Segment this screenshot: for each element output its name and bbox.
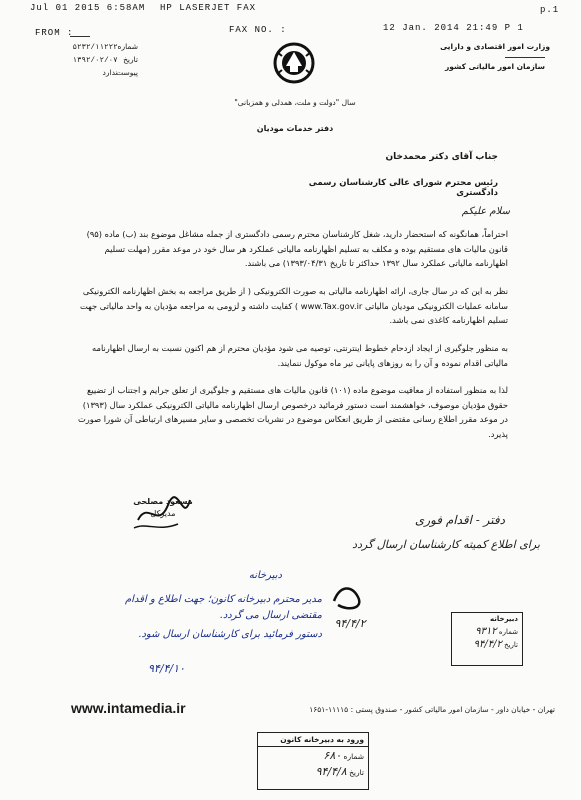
entry-stamp-date-label: تاریخ — [349, 768, 364, 777]
fax-from-dash — [70, 36, 90, 37]
handwritten-date-right: ۹۴/۴/۲ — [334, 617, 366, 630]
entry-stamp-number-value: ۶۸۰ — [323, 749, 342, 762]
reference-number-value: ۵۲۳۲/۱۱۲۲۲ — [72, 44, 118, 52]
recipient-title: رئیس محترم شورای عالی کارشناسان رسمی دادگستری — [308, 178, 498, 198]
registry-stamp-date-label: تاریخ — [504, 641, 518, 649]
reference-attachment-label: پیوست — [116, 68, 138, 77]
reference-date-label: تاریخ — [123, 55, 138, 64]
office-name: دفتر خدمات مودیان — [256, 124, 334, 133]
registry-stamp-number-label: شماره — [498, 628, 518, 636]
entry-stamp-title: ورود به دبیرخانه کانون — [258, 733, 368, 747]
blue-handwritten-date: ۹۴/۴/۱۰ — [148, 662, 185, 675]
footer-address: تهران - خیابان داور - سازمان امور مالیاتی کشور - صندوق پستی : ۱۱۱۱۵-۱۶۵۱ — [309, 705, 555, 714]
fax-page-number: p.1 — [540, 5, 560, 15]
registry-stamp-title: دبیرخانه — [490, 615, 518, 623]
body-paragraph-3: به منظور جلوگیری از ایجاد ازدحام خطوط اینترنتی، توصیه می شود مؤدیان محترم از هم اکنون نسبت به ارسال اظهارنامه مالیاتی اقدام نموده و آن را به روزهای پایانی تیر ماه موکول ننمایند. — [92, 343, 508, 368]
reference-date-value: ۱۳۹۲/۰۲/۰۷ — [72, 57, 118, 65]
handwritten-note-second: برای اطلاع کمیته کارشناسان ارسال گردد — [352, 538, 540, 551]
fax-no-label: FAX NO. : — [229, 25, 287, 35]
body-paragraph-2: نظر به این که در سال جاری، ارائه اظهارنامه مالیاتی به صورت الکترونیکی ( از طریق مراجعه به بخش اظهارنامه الکترونیکی سامانه عملیات الکترونیکی مودیان مالیاتی www.Tax.gov.ir ) کفایت داشته و لزومی به مراجعه مؤدیان به واحد مالیاتی جهت تسلیم اظهارنامه کاغذی نمی باشد. — [79, 286, 508, 325]
entry-stamp — [257, 732, 369, 790]
letterhead-rule — [505, 57, 545, 58]
salutation: سلام علیکم — [461, 206, 510, 217]
footer-website: www.intamedia.ir — [71, 700, 186, 716]
reference-number-label: شماره — [117, 42, 138, 51]
fax-header-right-date: 12 Jan. 2014 21:49 P 1 — [383, 23, 524, 33]
registry-stamp-number-value: ۹۳۱۲ — [475, 626, 497, 637]
blue-handwritten-line-1: مدیر محترم دبیرخانه کانون؛ جهت اطلاع و اقدام مقتضی ارسال می گردد. — [124, 594, 322, 621]
signatory-name: مسعود مصلحی — [133, 497, 193, 506]
initial-signature-icon — [330, 581, 364, 615]
fax-header-left-date: Jul 01 2015 6:58AM — [30, 3, 146, 13]
blue-margin-note: دبیرخانه — [248, 570, 282, 581]
registry-stamp — [451, 612, 523, 666]
year-slogan: سال "دولت و ملت، همدلی و همزبانی" — [234, 98, 356, 107]
tax-organization-emblem-icon — [272, 40, 316, 86]
blue-handwritten-line-2: دستور فرمائید برای کارشناسان ارسال شود. — [138, 629, 322, 640]
letterhead-ministry: وزارت امور اقتصادی و دارایی — [440, 42, 550, 51]
entry-stamp-number-label: شماره — [343, 752, 364, 761]
registry-stamp-date-value: ۹۴/۴/۲ — [473, 639, 502, 650]
body-paragraph-4: لذا به منظور استفاده از معافیت موضوع ماده (۱۰۱) قانون مالیات های مستقیم و جلوگیری از تعلق جرایم و اجتناب از تضییع حقوق مؤدیان موصوف، خواهشمند است دستور فرمائید درخصوص ارسال اظهارنامه مالیاتی الکترونیکی عملکرد سال (۱۳۹۳) در موعد مقرر اطلاع رسانی مقتضی از طریق انعکاس موضوع در نشریات تخصصی و سایر مسیرهای ارتباطی آن شورا صورت پذیرد. — [77, 385, 508, 439]
letter-reference-block — [58, 41, 138, 79]
entry-stamp-date-value: ۹۴/۴/۸ — [315, 765, 347, 778]
handwritten-note-top: دفتر - اقدام فوری — [414, 513, 505, 527]
letterhead-organization: سازمان امور مالیاتی کشور — [444, 62, 545, 71]
body-paragraph-1: احتراماً، همانگونه که استحضار دارید، شغل کارشناسان محترم رسمی دادگستری از جمله مشاغل موضوع بند (ب) ماده (۹۵) قانون مالیات های مستقیم بوده و مکلف به تسلیم اظهارنامه مالیاتی عملکرد هر سال خود در موعد مقرر (مهلت تسلیم اظهارنامه مالیاتی عملکرد سال ۱۳۹۲ حداکثر تا تاریخ ۱۳۹۳/۰۴/۳۱) می باشند. — [86, 229, 508, 268]
fax-from-label: FROM : — [35, 28, 74, 38]
reference-attachment-value: ندارد — [102, 68, 118, 77]
fax-header-device: HP LASERJET FAX — [160, 3, 257, 13]
recipient-name: جناب آقای دکتر محمدخان — [385, 152, 498, 162]
signatory-role: مدیرکل — [150, 509, 176, 518]
